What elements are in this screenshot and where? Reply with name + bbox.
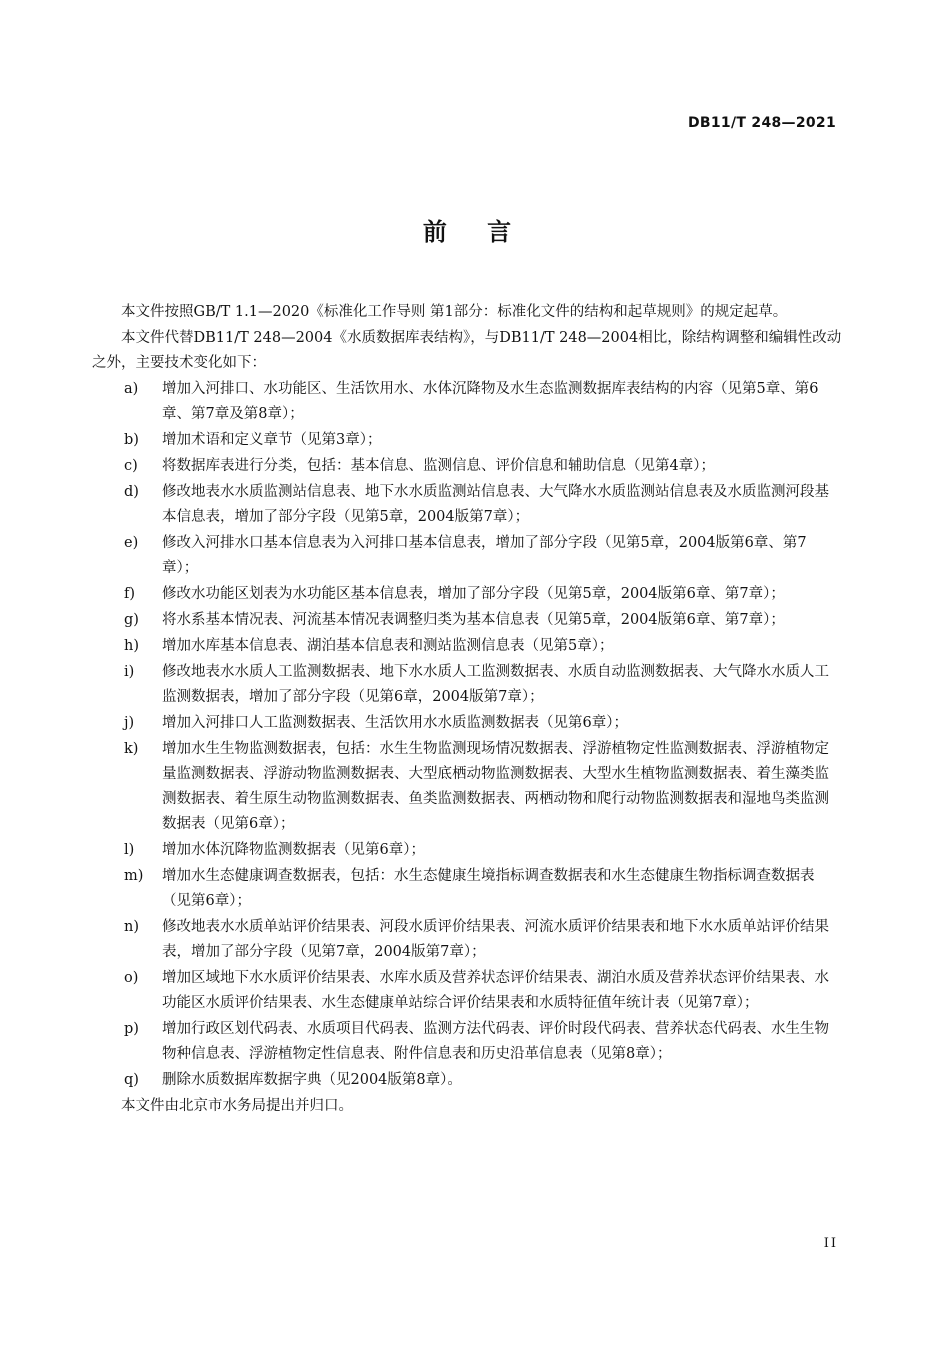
list-item-text: 增加水库基本信息表、湖泊基本信息表和测站监测信息表（见第5章）； bbox=[162, 638, 614, 654]
list-item bbox=[92, 531, 842, 581]
list-item bbox=[92, 454, 842, 479]
list-item bbox=[92, 737, 842, 837]
list-item-label: m) bbox=[124, 868, 144, 884]
list-item-text: 将水系基本情况表、河流基本情况表调整归类为基本信息表（见第5章，2004版第6章、第7章）； bbox=[162, 612, 785, 628]
list-item-text: 增加水生态健康调查数据表，包括：水生态健康生境指标调查数据表和水生态健康生物指标调查数据表（见第6章）； bbox=[162, 868, 815, 909]
list-item bbox=[92, 608, 842, 633]
list-item-label: q) bbox=[124, 1072, 139, 1088]
list-item-text: 增加入河排口、水功能区、生活饮用水、水体沉降物及水生态监测数据库表结构的内容（见第5章、第6章、第7章及第8章）； bbox=[162, 381, 819, 422]
paragraph: 本文件代替DB11/T 248—2004《水质数据库表结构》，与DB11/T 248—2004相比，除结构调整和编辑性改动之外，主要技术变化如下： bbox=[92, 330, 842, 371]
list-item-label: n) bbox=[124, 919, 139, 935]
list-item-label: e) bbox=[124, 535, 139, 551]
list-item bbox=[92, 480, 842, 530]
list-item bbox=[92, 711, 842, 736]
list-item-text: 修改地表水水质单站评价结果表、河段水质评价结果表、河流水质评价结果表和地下水水质单站评价结果表，增加了部分字段（见第7章，2004版第7章）； bbox=[162, 919, 829, 960]
list-item-text: 修改入河排水口基本信息表为入河排口基本信息表，增加了部分字段（见第5章，2004版第6章、第7章）； bbox=[162, 535, 807, 576]
change-list bbox=[92, 377, 842, 1093]
list-item-label: g) bbox=[124, 612, 139, 628]
list-item bbox=[92, 377, 842, 427]
list-item-label: c) bbox=[124, 458, 138, 474]
list-item-label: j) bbox=[124, 715, 135, 731]
list-item bbox=[92, 915, 842, 965]
list-item bbox=[92, 838, 842, 863]
paragraph: 本文件按照GB/T 1.1—2020《标准化工作导则 第1部分：标准化文件的结构和起草规则》的规定起草。 bbox=[121, 304, 788, 320]
list-item-text: 删除水质数据库数据字典（见2004版第8章）。 bbox=[162, 1072, 462, 1088]
list-item-label: k) bbox=[124, 741, 139, 757]
page-number: II bbox=[823, 1236, 838, 1251]
list-item-text: 修改地表水水质人工监测数据表、地下水水质人工监测数据表、水质自动监测数据表、大气降水水质人工监测数据表，增加了部分字段（见第6章，2004版第7章）； bbox=[162, 664, 829, 705]
list-item-label: a) bbox=[124, 381, 139, 397]
document-code: DB11/T 248—2021 bbox=[688, 115, 836, 131]
list-item-label: p) bbox=[124, 1021, 139, 1037]
list-item-text: 修改地表水水质监测站信息表、地下水水质监测站信息表、大气降水水质监测站信息表及水质监测河段基本信息表，增加了部分字段（见第5章，2004版第7章）； bbox=[162, 484, 829, 525]
document-body bbox=[92, 300, 842, 1120]
list-item bbox=[92, 428, 842, 453]
list-item-label: h) bbox=[124, 638, 139, 654]
list-item-label: f) bbox=[124, 586, 136, 602]
list-item bbox=[92, 634, 842, 659]
list-item-label: d) bbox=[124, 484, 139, 500]
closing-paragraph: 本文件由北京市水务局提出并归口。 bbox=[121, 1098, 353, 1114]
page-title: 前 言 bbox=[422, 218, 528, 246]
list-item-text: 增加行政区划代码表、水质项目代码表、监测方法代码表、评价时段代码表、营养状态代码表、水生生物物种信息表、浮游植物定性信息表、附件信息表和历史沿革信息表（见第8章）； bbox=[162, 1021, 829, 1062]
list-item bbox=[92, 1068, 842, 1093]
list-item bbox=[92, 864, 842, 914]
list-item bbox=[92, 582, 842, 607]
list-item-text: 修改水功能区划表为水功能区基本信息表，增加了部分字段（见第5章，2004版第6章、第7章）； bbox=[162, 586, 785, 602]
list-item-text: 将数据库表进行分类，包括：基本信息、监测信息、评价信息和辅助信息（见第4章）； bbox=[162, 458, 715, 474]
list-item bbox=[92, 1017, 842, 1067]
list-item-text: 增加水生生物监测数据表，包括：水生生物监测现场情况数据表、浮游植物定性监测数据表、浮游植物定量监测数据表、浮游动物监测数据表、大型底栖动物监测数据表、大型水生植物监测数据表、着生藻类监测数据表、着生原生动物监测数据表、鱼类监测数据表、两栖动物和爬行动物监测数据表和湿地鸟类监测数据表（见第6章）； bbox=[162, 741, 829, 832]
list-item-label: b) bbox=[124, 432, 139, 448]
list-item bbox=[92, 660, 842, 710]
list-item-label: o) bbox=[124, 970, 139, 986]
list-item-label: l) bbox=[124, 842, 135, 858]
list-item bbox=[92, 966, 842, 1016]
list-item-label: i) bbox=[124, 664, 135, 680]
list-item-text: 增加入河排口人工监测数据表、生活饮用水水质监测数据表（见第6章）； bbox=[162, 715, 628, 731]
list-item-text: 增加术语和定义章节（见第3章）； bbox=[162, 432, 382, 448]
list-item-text: 增加区域地下水水质评价结果表、水库水质及营养状态评价结果表、湖泊水质及营养状态评价结果表、水功能区水质评价结果表、水生态健康单站综合评价结果表和水质特征值年统计表（见第7章）； bbox=[162, 970, 829, 1011]
list-item-text: 增加水体沉降物监测数据表（见第6章）； bbox=[162, 842, 425, 858]
